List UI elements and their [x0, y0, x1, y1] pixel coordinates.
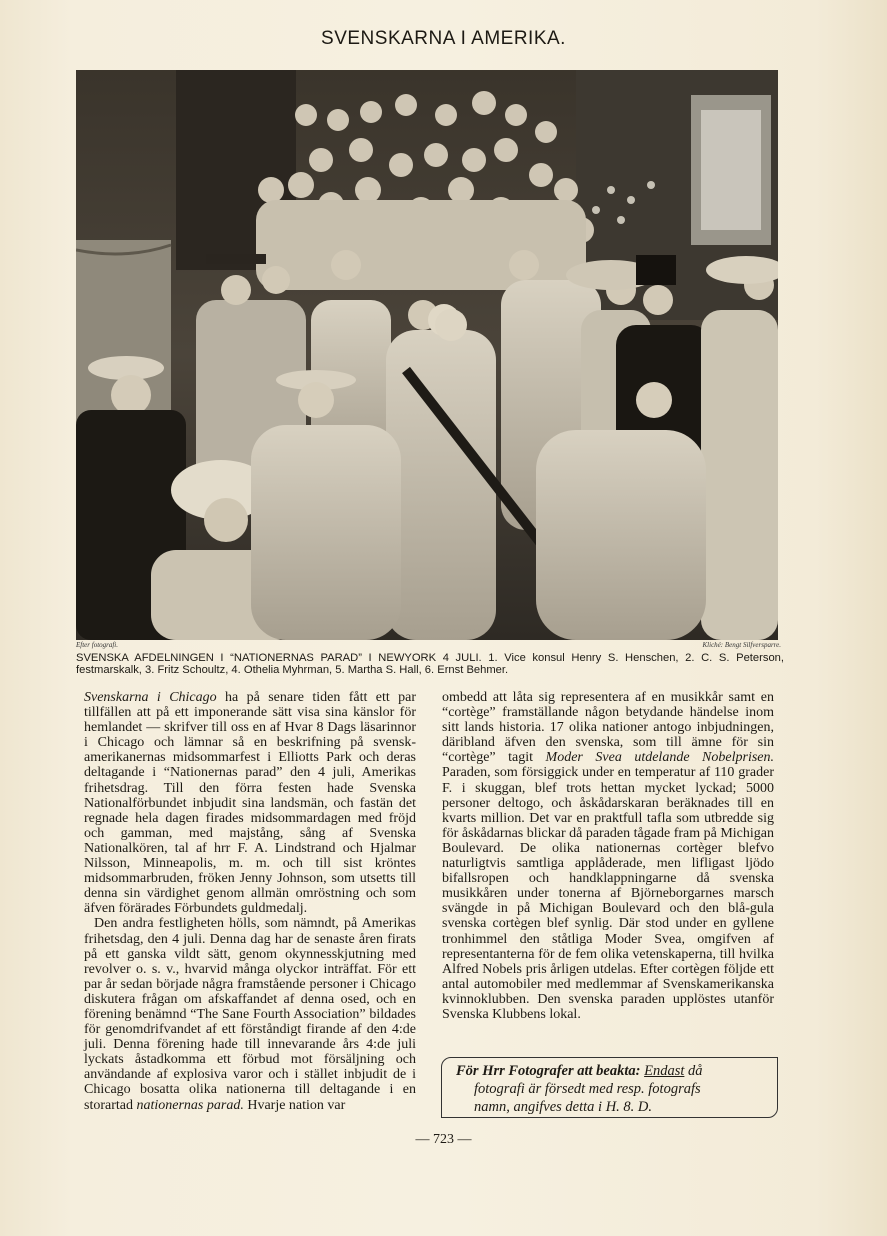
article-column-1	[84, 690, 416, 1113]
paragraph-3	[442, 690, 774, 1022]
article-column-2	[442, 690, 774, 1022]
paragraph-1-text: ha på senare tiden fått ett par tillfällen att på ett imponerande sätt visa sina känslor för hemlandet — skrifver till oss en af Hvar 8 Dags läsarinnor i Chicago och lämnar så en beskrifning på svensk-amerikanernas midsommarfest i Elliotts Park och deras deltagande i “Nationernas parad” den 4 juli, Amerikas frihetsdrag. Till den förra festen hade Svenska Nationalförbundet inbjudit sina landsmän, och fastän det regnade hela dagen firades midsommardagen med fröjd och gamman, med majstång, sång af Svenska Nationalkören, tal af hrr F. A. Lindstrand och Hjalmar Nilsson, Minneapolis, m. m. och till sist kröntes midsommarbruden, fröken Jenny Johnson, som utsetts till denna sin värdighet genom allmän omröstning och som äfven förärades Förbundets guldmedalj.	[84, 690, 416, 917]
notice-heading: För Hrr Fotografer att beakta:	[456, 1063, 641, 1079]
notice-line-2: fotografi är försedt med resp. fotografs	[474, 1081, 701, 1097]
photo-caption: SVENSKA AFDELNINGEN I “NATIONERNAS PARAD” I NEWYORK 4 JULI. 1. Vice konsul Henry S. Henschen, 2. C. S. Peterson, festmarskalk, 3. Fritz Schoultz, 4. Othelia Myhrman, 5. Martha S. Hall, 6. Ernst Behmer.	[76, 652, 784, 676]
notice-line-1	[456, 1062, 777, 1080]
paragraph-2	[84, 916, 416, 1112]
paragraph-2-text: Den andra festligheten hölls, som nämndt, på Amerikas frihetsdag, den 4 juli. Denna dag har de senaste åren firats på ett ganska vildt sätt, genom okynnesskjutning med revolver o. s. v., hvarvid många olyckor inträffat. För ett par år sedan började några framstående personer i Chicago diskutera frågan om afskaffandet af denna osed, och en förening benämnd “The Sane Fourth Association” bildades för genomdrifvandet af ett förståndigt firande af den 4:de juli. Denna förening hade till innevarande års 4:de juli lyckats åstadkomma ett förbud mot försäljning och användande af explosiva varor och i stället inbjudit de i Chicago bosatta olika nationerna till deltagande i en storartad	[84, 916, 416, 1113]
photo-source-credit: Efter fotografi.	[76, 641, 118, 649]
notice-line-3: namn, angifves detta i H. 8. D.	[474, 1099, 653, 1115]
group-photograph	[76, 70, 778, 640]
photo-illustration	[76, 70, 778, 640]
paragraph-3-text-a: ombedd att låta sig representera af en musikkår samt en “cortège” framställande någon betydande händelse inom sitt lands historia. 17 olika nationer antogo inbjudningen, däribland äfven den svenska, som till ämne för sin “cortège” tagit	[442, 690, 774, 766]
page-number: — 723 —	[415, 1132, 472, 1147]
cortege-theme: Moder Svea utdelande Nobelprisen.	[545, 750, 774, 766]
photographer-notice-box	[441, 1057, 778, 1118]
parade-emphasis: nationernas parad.	[136, 1097, 244, 1113]
paragraph-2-tail: Hvarje nation var	[243, 1097, 346, 1113]
running-header: SVENSKARNA I AMERIKA.	[321, 28, 566, 49]
notice-line-1-tail: då	[684, 1063, 703, 1079]
paragraph-3-text-b: Paraden, som försiggick under en temperatur af 110 grader F. i skuggan, blef trots hettan mycket lyckad; 5000 personer deltogo, och åskådarskaran beräknades till en kvarts million. Det var en praktfull tafla som utbredde sig för åskådarnas blickar då paraden tågade fram på Michigan Boulevard. De olika nationernas cortèger blefvo naturligtvis samtliga applåderade, men lifligast ljödo bifallsropen och handklappningarne då svenska musikkåren under tonerna af Björneborgarnes marsch svängde in på Michigan Boulevard och den blå-gula svenska cortègen blef synlig. Där stod under en gyllene tronhimmel den ståtliga Moder Svea, omgifven af representanterna för de fem olika vetenskaperna, till hvilka Alfred Nobels pris årligen utdelas. Efter cortègen följde ett antal automobiler med medlemmar af Svenskamerikanska kvinnoklubben. Den svenska paraden upplöstes utanför Svenska Klubbens lokal.	[442, 765, 774, 1022]
photo-credits	[76, 641, 781, 651]
notice-underlined-word: Endast	[644, 1063, 685, 1079]
paragraph-1	[84, 690, 416, 916]
cliche-credit: Kliché: Bengt Silfversparre.	[702, 641, 781, 649]
article-lead: Svenskarna i Chicago	[84, 690, 217, 705]
